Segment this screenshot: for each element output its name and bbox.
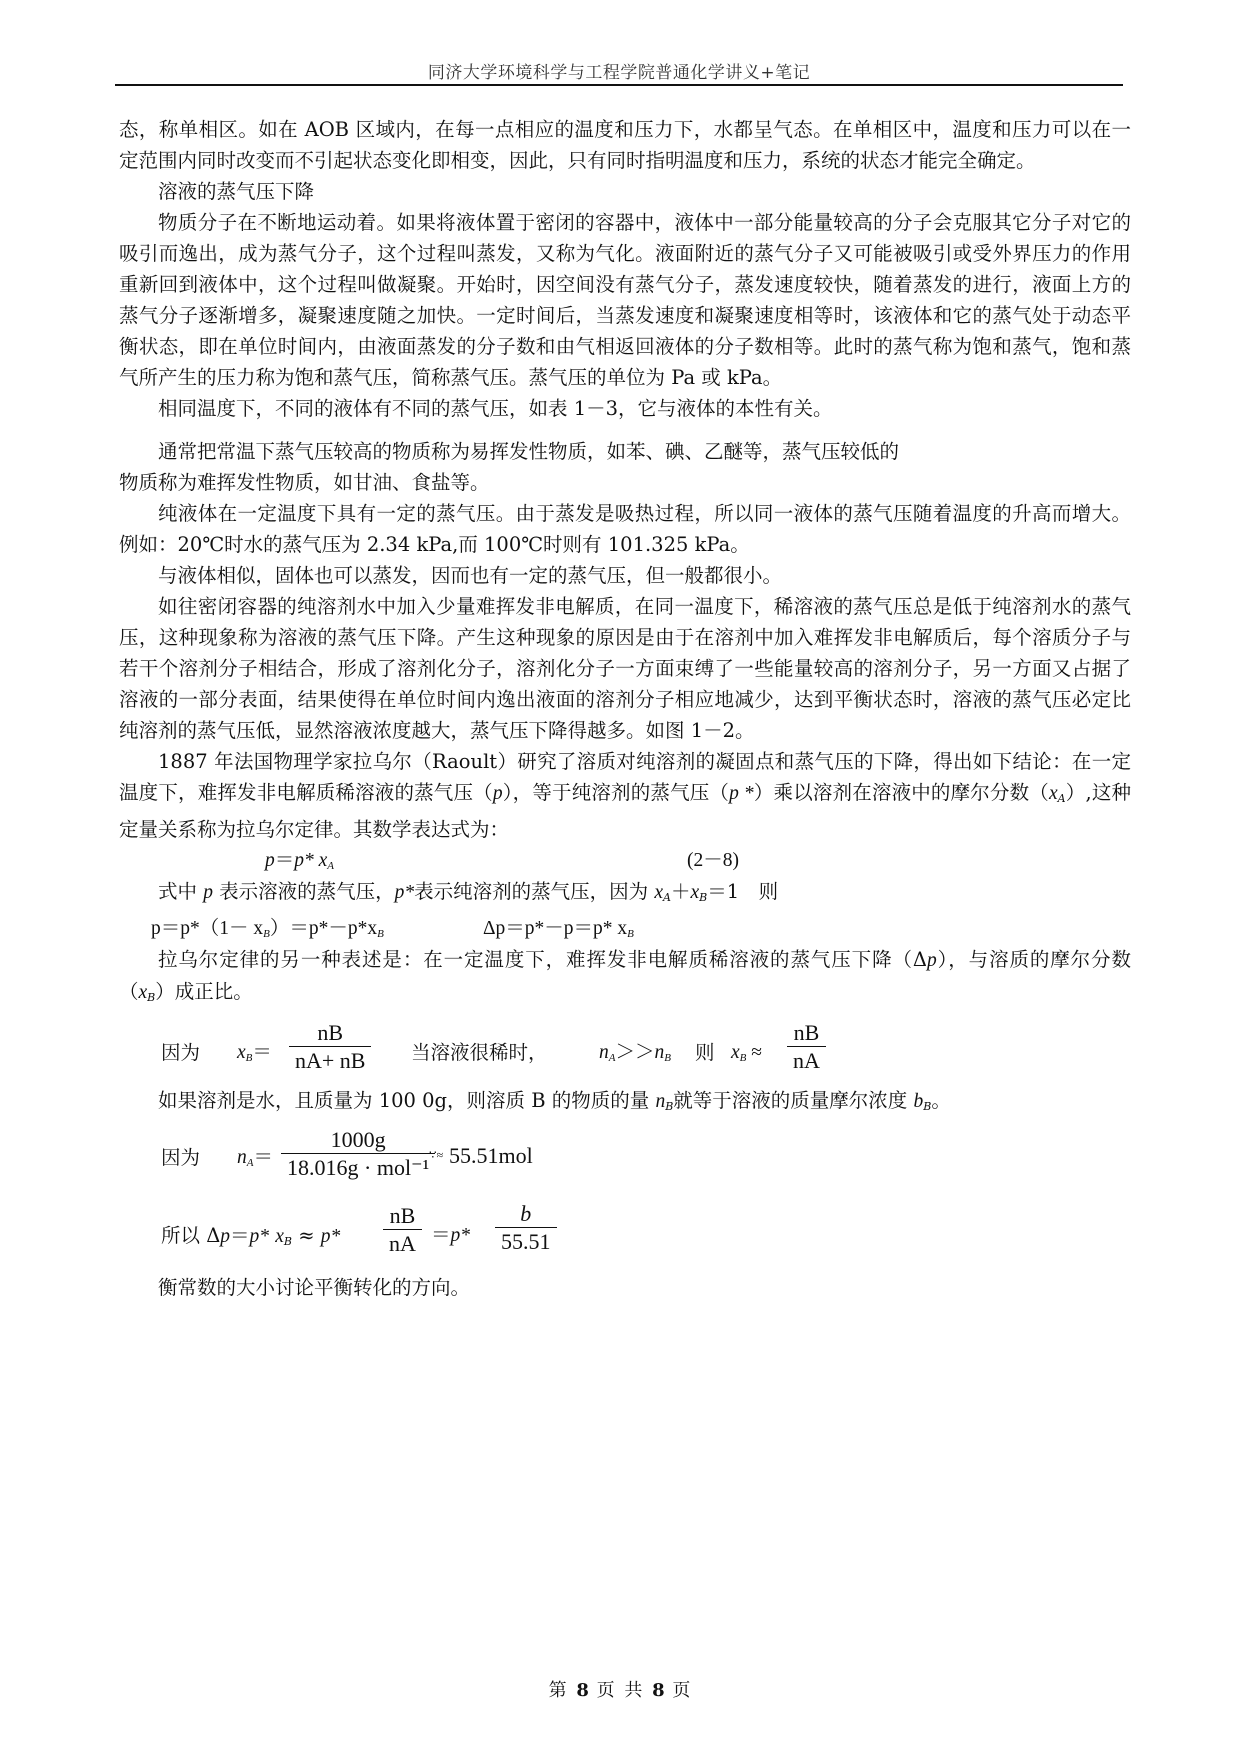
vapor-pressure-lowering-formula: 所以 Δp＝p* $x_B \approx p*$ $\frac{nB}{nA}$ ＝p* $\frac{b}{55.51}$: [119, 1200, 1131, 1272]
paragraph: 态，称单相区。如在 AOB 区域内，在每一点相应的温度和压力下，水都呈气态。在单相区中，温度和压力可以在一定范围内同时改变而不引起状态变化即相变，因此，只有同时指明温度和压力，系统的状态才能完全确定。: [119, 118, 1131, 172]
section-heading: 溶液的蒸气压下降: [158, 180, 315, 203]
vapor-pressure-equation: $p=p*(1- x_B)=p*-p*x_B$ Δp＝p*－p＝p* $x_B$: [151, 918, 634, 940]
paragraph: 物质分子在不断地运动着。如果将液体置于密闭的容器中，液体中一部分能量较高的分子会克服其它分子对它的吸引而逸出，成为蒸气分子，这个过程叫蒸发，又称为气化。液面附近的蒸气分子又可能被吸引或受外界压力的作用重新回到液体中，这个过程叫做凝聚。开始时，因空间没有蒸气分子，蒸发速度较快，随着蒸发的进行，液面上方的蒸气分子逐渐增多，凝聚速度随之加快。一定时间后，当蒸发速度和凝聚速度相等时，该液体和它的蒸气处于动态平衡状态，即在单位时间内，由液面蒸发的分子数和由气相返回液体的分子数相等。此时的蒸气称为饱和蒸气，饱和蒸气所产生的压力称为饱和蒸气压，简称蒸气压。蒸气压的单位为 Pa 或 kPa。: [119, 211, 1131, 389]
paragraph: 与液体相似，固体也可以蒸发，因而也有一定的蒸气压，但一般都很小。: [158, 564, 783, 587]
mole-fraction-formula: 因为 $x_B=$ $\frac{nB}{nA+ nB}$ 当溶液很稀时， $n_A>>n_B$ 则 $x_B$ ≈ $\frac{nB}{nA}$: [119, 1019, 1131, 1085]
page-header: 同济大学环境科学与工程学院普通化学讲义+笔记: [427, 63, 811, 83]
paragraph: 如果溶剂是水，且质量为 100 0g，则溶质 B 的物质的量 $n_B$就等于溶液的质量摩尔浓度 $b_B$。: [158, 1089, 951, 1113]
equation-number: (2－8): [687, 850, 739, 871]
paragraph: 物质称为难挥发性物质，如甘油、食盐等。: [119, 471, 490, 494]
moles-of-water-formula: 因为 $n_A=$ 1000g 18.016g · mol⁻¹ ∵≈ 55.51mol: [161, 1127, 533, 1180]
raoult-equation: p＝p* $x_A$ (2－8): [119, 845, 1131, 876]
paragraph: 拉乌尔定律的另一种表述是：在一定温度下，难挥发非电解质稀溶液的蒸气压下降（Δp），与溶质的摩尔分数$(x_B)$成正比。: [119, 948, 1131, 1004]
document-body: [119, 114, 1131, 1303]
raoult-paragraph: 1887 年法国物理学家拉乌尔（Raoult）研究了溶质对纯溶剂的凝固点和蒸气压的下降，得出如下结论：在一定温度下，难挥发非电解质稀溶液的蒸气压（p），等于纯溶剂的蒸气压（p *）乘以溶剂在溶液中的摩尔分数$(x_A)$,这种定量关系称为拉乌尔定律。其数学表达式为：: [119, 750, 1131, 841]
paragraph: 如往密闭容器的纯溶剂水中加入少量难挥发非电解质，在同一温度下，稀溶液的蒸气压总是低于纯溶剂水的蒸气压，这种现象称为溶液的蒸气压下降。产生这种现象的原因是由于在溶剂中加入难挥发非电解质后，每个溶质分子与若干个溶剂分子相结合，形成了溶剂化分子，溶剂化分子一方面束缚了一些能量较高的溶剂分子，另一方面又占据了溶液的一部分表面，结果使得在单位时间内逸出液面的溶剂分子相应地减少，达到平衡状态时，溶液的蒸气压必定比纯溶剂的蒸气压低，显然溶液浓度越大，蒸气压下降得越多。如图 1－2。: [119, 595, 1131, 742]
paragraph: 通常把常温下蒸气压较高的物质称为易挥发性物质，如苯、碘、乙醚等，蒸气压较低的: [158, 440, 900, 463]
header-rule: [115, 84, 1123, 86]
paragraph: 纯液体在一定温度下具有一定的蒸气压。由于蒸发是吸热过程，所以同一液体的蒸气压随着温度的升高而增大。例如：20℃时水的蒸气压为 2.34 kPa,而 100℃时则有 101.325 kPa。: [119, 502, 1131, 556]
paragraph: 式中 p 表示溶液的蒸气压，p*表示纯溶剂的蒸气压，因为 $x_A+x_B=1$ 则: [158, 880, 779, 904]
paragraph: 相同温度下，不同的液体有不同的蒸气压，如表 1－3，它与液体的本性有关。: [158, 397, 833, 420]
paragraph: 衡常数的大小讨论平衡转化的方向。: [158, 1276, 471, 1299]
page-footer: 第 8 页 共 8 页: [548, 1680, 693, 1701]
